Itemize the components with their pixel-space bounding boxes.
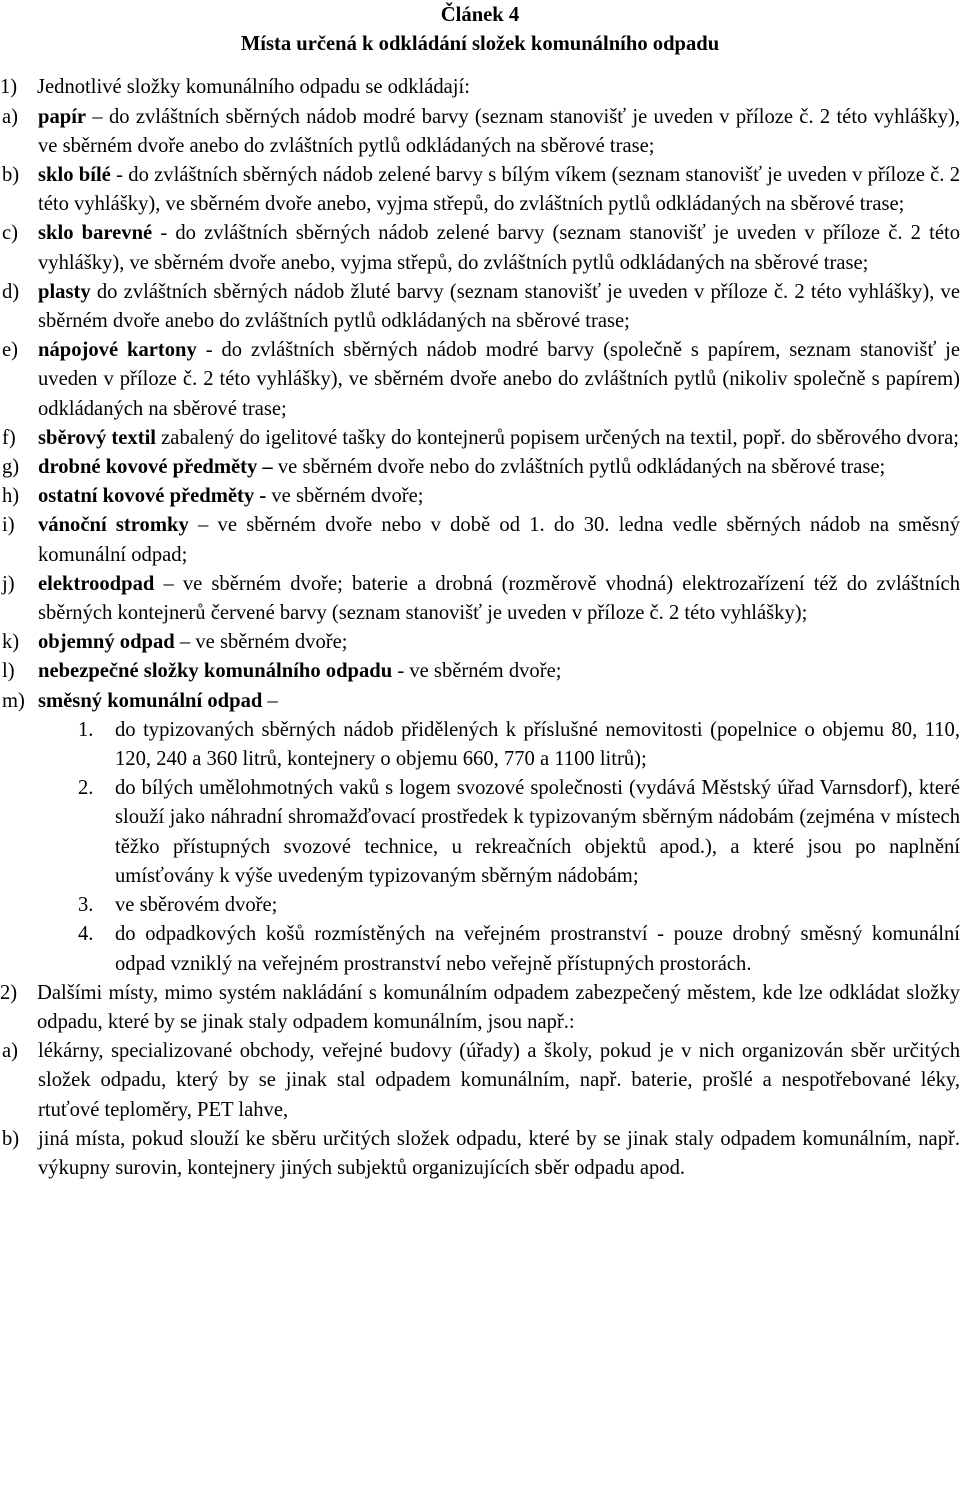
section-1-subitems xyxy=(0,716,960,979)
item-text xyxy=(38,511,960,569)
item-label: d) xyxy=(2,280,20,303)
section-2 xyxy=(0,979,960,1037)
item-description: – ve sběrném dvoře; xyxy=(174,631,348,654)
item-label: i) xyxy=(2,514,15,537)
item-label: f) xyxy=(2,426,16,449)
subitem-label: 3. xyxy=(78,894,94,917)
subitem-text: do odpadkových košů rozmístěných na veřejném prostranství - pouze drobný směsný komunální odpad vzniklý na veřejném prostranství nebo veřejně přístupných prostorách. xyxy=(115,923,960,975)
item-description: ve sběrném dvoře; xyxy=(266,485,424,508)
item-term: nápojové kartony xyxy=(38,339,197,362)
item-label: e) xyxy=(2,339,18,362)
section-number: 2) xyxy=(0,981,18,1004)
list-subitem xyxy=(0,774,960,891)
item-text: jiná místa, pokud slouží ke sběru určitých složek odpadu, které by se jinak staly odpadem komunálním, např. výkupny surovin, kontejnery jiných subjektů organizujících sběr odpadu apod. xyxy=(38,1127,960,1179)
item-text xyxy=(38,687,960,716)
item-text: lékárny, specializované obchody, veřejné budovy (úřady) a školy, pokud je v nich organizován sběr určitých složek odpadu, který by se jinak stal odpadem komunálním, např. baterie, prošlé a nespotřebované léky, rtuťové teploměry, PET lahve, xyxy=(38,1040,960,1121)
list-item xyxy=(0,161,960,219)
subitem-label: 2. xyxy=(78,777,94,800)
item-description: do zvláštních sběrných nádob žluté barvy (seznam stanovišť je uveden v příloze č. 2 této vyhlášky), ve sběrném dvoře anebo do zvláštních pytlů odkládaných na sběrové trase; xyxy=(38,280,960,333)
item-term: nebezpečné složky komunálního odpadu xyxy=(38,660,393,683)
section-1 xyxy=(0,73,960,102)
item-label: h) xyxy=(2,485,20,508)
item-description: zabalený do igelitové tašky do kontejnerů popisem určených na textil, popř. do sběrového dvora; xyxy=(156,426,959,449)
subitem-label: 4. xyxy=(78,923,94,946)
item-text xyxy=(38,424,960,453)
list-item xyxy=(0,103,960,161)
item-text xyxy=(38,278,960,336)
item-text xyxy=(38,453,960,482)
list-item xyxy=(0,628,960,657)
list-item xyxy=(0,657,960,686)
item-description: – ve sběrném dvoře nebo v době od 1. do 30. ledna vedle sběrných nádob na směsný komunální odpad; xyxy=(38,514,960,566)
item-text xyxy=(38,570,960,628)
list-subitem xyxy=(0,891,960,920)
item-term: sběrový textil xyxy=(38,426,157,449)
section-number: 1) xyxy=(0,76,18,99)
item-term: elektroodpad xyxy=(38,572,155,595)
item-text xyxy=(38,336,960,424)
item-term: sklo bílé xyxy=(38,164,111,187)
item-label: c) xyxy=(2,222,18,245)
subitem-text: ve sběrovém dvoře; xyxy=(115,894,278,917)
item-label: j) xyxy=(2,572,15,595)
subitem-label: 1. xyxy=(78,718,94,741)
item-label: g) xyxy=(2,456,20,479)
item-description: - ve sběrném dvoře; xyxy=(392,660,562,683)
list-item xyxy=(0,336,960,424)
list-item xyxy=(0,1037,960,1125)
item-description: ve sběrném dvoře nebo do zvláštních pytlů odkládaných na sběrové trase; xyxy=(272,456,886,479)
item-term: objemný odpad xyxy=(38,631,175,654)
item-text xyxy=(38,103,960,161)
list-item xyxy=(0,570,960,628)
item-term: ostatní kovové předměty - xyxy=(38,485,267,508)
section-2-items xyxy=(0,1037,960,1183)
item-term: směsný komunální odpad xyxy=(38,689,263,712)
item-label: m) xyxy=(2,689,25,712)
list-item xyxy=(0,219,960,277)
item-term: vánoční stromky xyxy=(38,514,189,537)
list-item xyxy=(0,278,960,336)
item-description: - do zvláštních sběrných nádob zelené barvy (seznam stanovišť je uveden v příloze č. 2 této vyhlášky), ve sběrném dvoře anebo, vyjma střepů, do zvláštních pytlů odkládaných na sběrové trase; xyxy=(38,222,960,274)
item-term: sklo barevné xyxy=(38,222,153,245)
item-label: l) xyxy=(2,660,15,683)
item-text xyxy=(38,482,960,511)
section-intro: Dalšími místy, mimo systém nakládání s komunálním odpadem zabezpečený městem, kde lze odkládat složky odpadu, které by se jinak staly odpadem komunálním, jsou např.: xyxy=(37,981,960,1033)
list-item xyxy=(0,1125,960,1183)
article-subheading: Místa určená k odkládání složek komunálního odpadu xyxy=(240,33,720,56)
list-subitem xyxy=(0,716,960,774)
item-label: b) xyxy=(2,164,20,187)
item-label: a) xyxy=(2,1040,18,1063)
section-1-items xyxy=(0,103,960,716)
list-item xyxy=(0,453,960,482)
item-text xyxy=(38,219,960,277)
item-description: – ve sběrném dvoře; baterie a drobná (rozměrově vhodná) elektrozařízení též do zvláštních sběrných kontejnerů červené barvy (seznam stanovišť je uveden v příloze č. 2 této vyhlášky); xyxy=(38,572,960,625)
item-description: – xyxy=(262,689,278,712)
item-description: – do zvláštních sběrných nádob modré barvy (seznam stanovišť je uveden v příloze č. 2 této vyhlášky), ve sběrném dvoře anebo do zvláštních pytlů odkládaných na sběrové trase; xyxy=(38,105,960,157)
list-item xyxy=(0,482,960,511)
item-text xyxy=(38,657,960,686)
list-item xyxy=(0,424,960,453)
item-term: drobné kovové předměty – xyxy=(38,456,273,479)
item-text xyxy=(38,628,960,657)
section-intro: Jednotlivé složky komunálního odpadu se odkládají: xyxy=(37,76,470,99)
item-term: papír xyxy=(38,105,87,128)
list-subitem xyxy=(0,920,960,978)
article-heading: Článek 4 xyxy=(440,4,520,26)
subitem-text: do typizovaných sběrných nádob přidělených k příslušné nemovitosti (popelnice o objemu 80, 110, 120, 240 a 360 litrů, kontejnery o objemu 660, 770 a 1100 litrů); xyxy=(115,718,960,771)
item-text xyxy=(38,161,960,219)
item-label: b) xyxy=(2,1127,20,1150)
item-label: k) xyxy=(2,631,20,654)
list-item xyxy=(0,687,960,716)
item-term: plasty xyxy=(38,280,91,303)
item-description: - do zvláštních sběrných nádob zelené barvy s bílým víkem (seznam stanovišť je uveden v příloze č. 2 této vyhlášky), ve sběrném dvoře anebo, vyjma střepů, do zvláštních pytlů odkládaných na sběrové trase; xyxy=(38,164,960,216)
subitem-text: do bílých umělohmotných vaků s logem svozové společnosti (vydává Městský úřad Varnsdorf), které slouží jako náhradní shromažďovací prostředek k typizovaným sběrným nádobám (zejména v místech těžko přístupných svozové technice, u rekreačních objektů apod.), a které jsou po naplnění umísťovány k výše uvedeným typizovaným sběrným nádobám; xyxy=(115,777,960,887)
item-label: a) xyxy=(2,105,18,128)
item-description: - do zvláštních sběrných nádob modré barvy (společně s papírem, seznam stanovišť je uveden v příloze č. 2 této vyhlášky), ve sběrném dvoře anebo do zvláštních pytlů (nikoliv společně s papírem) odkládaných na sběrové trase; xyxy=(38,339,960,420)
list-item xyxy=(0,511,960,569)
